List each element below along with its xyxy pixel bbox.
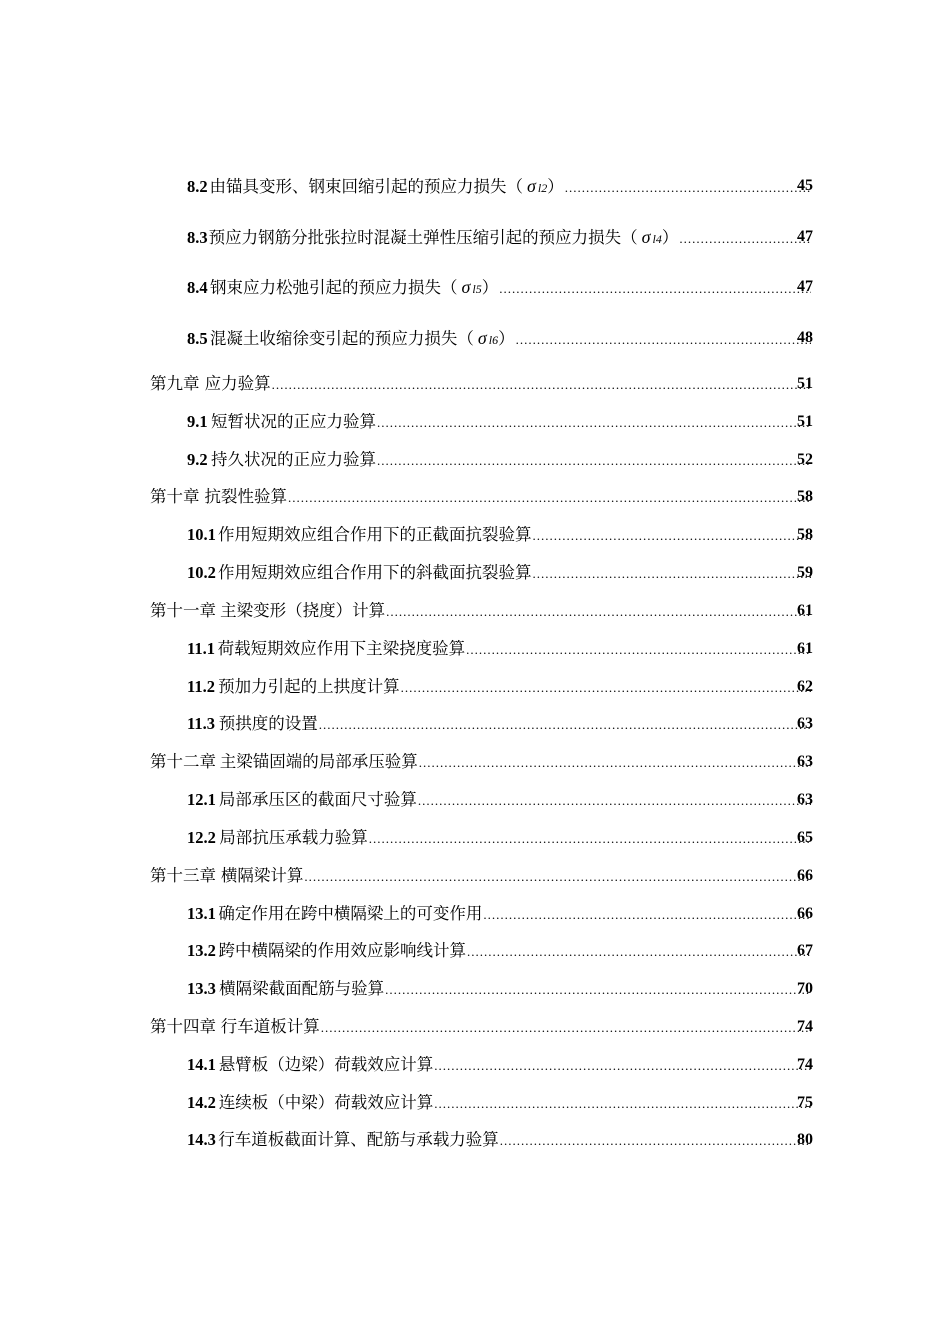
page-number: 75 — [797, 1094, 813, 1111]
entry-title: 连续板（中梁）荷载效应计算 — [218, 1093, 434, 1112]
dot-leader — [500, 1127, 811, 1155]
dot-leader — [533, 522, 812, 550]
section-number: 8.2 — [187, 177, 208, 196]
symbol-subscript: l2 — [537, 181, 548, 195]
page-number: 52 — [797, 451, 813, 468]
toc-entry[interactable] — [0, 635, 950, 663]
section-number: 8.3 — [187, 228, 208, 247]
page-number: 74 — [797, 1056, 813, 1073]
dot-leader — [386, 598, 811, 626]
page-number: 74 — [797, 1018, 813, 1035]
section-number: 11.3 — [187, 714, 215, 733]
toc-entry[interactable] — [0, 786, 950, 814]
page-number: 45 — [797, 177, 813, 194]
page-number: 58 — [797, 488, 813, 505]
dot-leader — [321, 1014, 811, 1042]
entry-title: 应力验算 — [204, 374, 271, 393]
section-number: 12.1 — [187, 790, 216, 809]
page-number: 61 — [797, 640, 813, 657]
toc-entry[interactable] — [0, 597, 950, 625]
toc-entry[interactable] — [0, 1051, 950, 1079]
dot-leader — [377, 447, 811, 475]
toc-entry[interactable]: 8.3 预应力钢筋分批张拉时混凝土弹性压缩引起的预应力损失 （ σ l4 ） ..... 47 — [0, 223, 950, 251]
dot-leader — [304, 863, 811, 891]
dot-leader — [516, 326, 811, 354]
toc-entry[interactable] — [0, 673, 950, 701]
page-number: 47 — [797, 228, 813, 245]
page-number: 66 — [797, 867, 813, 884]
toc-entry[interactable] — [0, 521, 950, 549]
section-number: 13.1 — [187, 904, 216, 923]
toc-entry[interactable] — [0, 710, 950, 738]
toc-entry[interactable]: 8.4 钢束应力松弛引起的预应力损失 （ σ l5 ） ..... 47 — [0, 273, 950, 301]
toc-entry[interactable] — [0, 975, 950, 1003]
entry-title: 预加力引起的上拱度计算 — [218, 677, 400, 696]
dot-leader — [377, 409, 811, 437]
page-number: 65 — [797, 829, 813, 846]
chapter-number: 第十章 — [150, 487, 200, 506]
dot-leader — [483, 901, 811, 929]
toc-entry[interactable] — [0, 483, 950, 511]
page-number: 63 — [797, 753, 813, 770]
toc-entry[interactable] — [0, 937, 950, 965]
page-number: 59 — [797, 564, 813, 581]
entry-title: 预拱度的设置 — [218, 714, 318, 733]
entry-title: 短暂状况的正应力验算 — [210, 412, 376, 431]
section-number: 13.2 — [187, 941, 216, 960]
section-number: 10.2 — [187, 563, 216, 582]
entry-title: 行车道板计算 — [220, 1017, 320, 1036]
dot-leader — [272, 371, 811, 399]
section-number: 8.4 — [187, 278, 208, 297]
entry-title: 由锚具变形、钢束回缩引起的预应力损失 — [209, 177, 507, 196]
toc-entry[interactable] — [0, 900, 950, 928]
chapter-number: 第十四章 — [150, 1017, 216, 1036]
entry-title: 横隔梁截面配筋与验算 — [219, 979, 385, 998]
toc-entry[interactable] — [0, 370, 950, 398]
section-number: 14.3 — [187, 1130, 216, 1149]
page-number: 67 — [797, 942, 813, 959]
page-number: 63 — [797, 715, 813, 732]
entry-title: 横隔梁计算 — [220, 866, 304, 885]
sigma-symbol: σ — [641, 227, 651, 247]
entry-title: 跨中横隔梁的作用效应影响线计算 — [218, 941, 466, 960]
entry-title: 抗裂性验算 — [204, 487, 287, 506]
entry-title: 局部承压区的截面尺寸验算 — [218, 790, 417, 809]
entry-title: 悬臂板（边梁）荷载效应计算 — [218, 1055, 434, 1074]
dot-leader — [499, 275, 811, 303]
section-number: 14.1 — [187, 1055, 216, 1074]
dot-leader — [401, 674, 811, 702]
toc-entry[interactable] — [0, 862, 950, 890]
toc-entry[interactable] — [0, 446, 950, 474]
section-number: 11.2 — [187, 677, 215, 696]
entry-title: 预应力钢筋分批张拉时混凝土弹性压缩引起的预应力损失 — [208, 228, 622, 247]
page-number: 62 — [797, 678, 813, 695]
dot-leader — [418, 787, 811, 815]
entry-title: 作用短期效应组合作用下的斜截面抗裂验算 — [218, 563, 532, 582]
symbol-subscript: l6 — [488, 333, 499, 347]
section-number: 10.1 — [187, 525, 216, 544]
page-number: 80 — [797, 1131, 813, 1148]
entry-title: 持久状况的正应力验算 — [210, 450, 376, 469]
toc-entry[interactable] — [0, 1013, 950, 1041]
dot-leader — [385, 976, 811, 1004]
sigma-symbol: σ — [527, 176, 536, 196]
toc-entry[interactable] — [0, 748, 950, 776]
toc-entry[interactable] — [0, 1126, 950, 1154]
toc-entry[interactable] — [0, 824, 950, 852]
entry-title: 钢束应力松弛引起的预应力损失 — [210, 278, 442, 297]
dot-leader — [288, 484, 811, 512]
dot-leader — [434, 1090, 811, 1118]
dot-leader — [319, 711, 811, 739]
section-number: 11.1 — [187, 639, 215, 658]
page-number: 61 — [797, 602, 813, 619]
entry-title: 确定作用在跨中横隔梁上的可变作用 — [218, 904, 483, 923]
entry-title: 混凝土收缩徐变引起的预应力损失 — [209, 329, 458, 348]
section-number: 13.3 — [187, 979, 216, 998]
dot-leader — [679, 225, 811, 253]
chapter-number: 第十二章 — [150, 752, 216, 771]
entry-title: 主梁变形（挠度）计算 — [220, 601, 386, 620]
dot-leader — [434, 1052, 811, 1080]
dot-leader — [419, 749, 811, 777]
sigma-symbol: σ — [461, 277, 471, 297]
dot-leader — [466, 636, 811, 664]
dot-leader — [533, 560, 812, 588]
section-number: 14.2 — [187, 1093, 216, 1112]
entry-title: 作用短期效应组合作用下的正截面抗裂验算 — [218, 525, 532, 544]
dot-leader — [369, 825, 811, 853]
dot-leader — [565, 174, 811, 202]
page-number: 70 — [797, 980, 813, 997]
entry-title: 行车道板截面计算、配筋与承载力验算 — [218, 1130, 499, 1149]
page-number: 48 — [797, 329, 813, 346]
page-number: 47 — [797, 278, 813, 295]
section-number: 8.5 — [187, 329, 208, 348]
page-number: 63 — [797, 791, 813, 808]
dot-leader — [467, 938, 811, 966]
entry-title: 荷载短期效应作用下主梁挠度验算 — [217, 639, 466, 658]
page-number: 58 — [797, 526, 813, 543]
toc-entry[interactable] — [0, 1089, 950, 1117]
chapter-number: 第十三章 — [150, 866, 216, 885]
chapter-number: 第九章 — [150, 374, 200, 393]
section-number: 9.2 — [187, 450, 208, 469]
toc-entry[interactable] — [0, 559, 950, 587]
toc-entry[interactable] — [0, 408, 950, 436]
entry-title: 局部抗压承载力验算 — [219, 828, 368, 847]
chapter-number: 第十一章 — [150, 601, 216, 620]
section-number: 9.1 — [187, 412, 208, 431]
toc-entry[interactable]: 8.5 混凝土收缩徐变引起的预应力损失 （ σ l6 ） ..... 48 — [0, 324, 950, 352]
symbol-subscript: l4 — [652, 232, 662, 246]
page-number: 51 — [797, 375, 813, 392]
entry-title: 主梁锚固端的局部承压验算 — [219, 752, 418, 771]
sigma-symbol: σ — [477, 328, 487, 348]
page-number: 51 — [797, 413, 813, 430]
page-number: 66 — [797, 905, 813, 922]
symbol-subscript: l5 — [472, 282, 482, 296]
section-number: 12.2 — [187, 828, 216, 847]
toc-entry[interactable]: 8.2 由锚具变形、钢束回缩引起的预应力损失 （ σ l2 ） ..... 45 — [0, 172, 950, 200]
